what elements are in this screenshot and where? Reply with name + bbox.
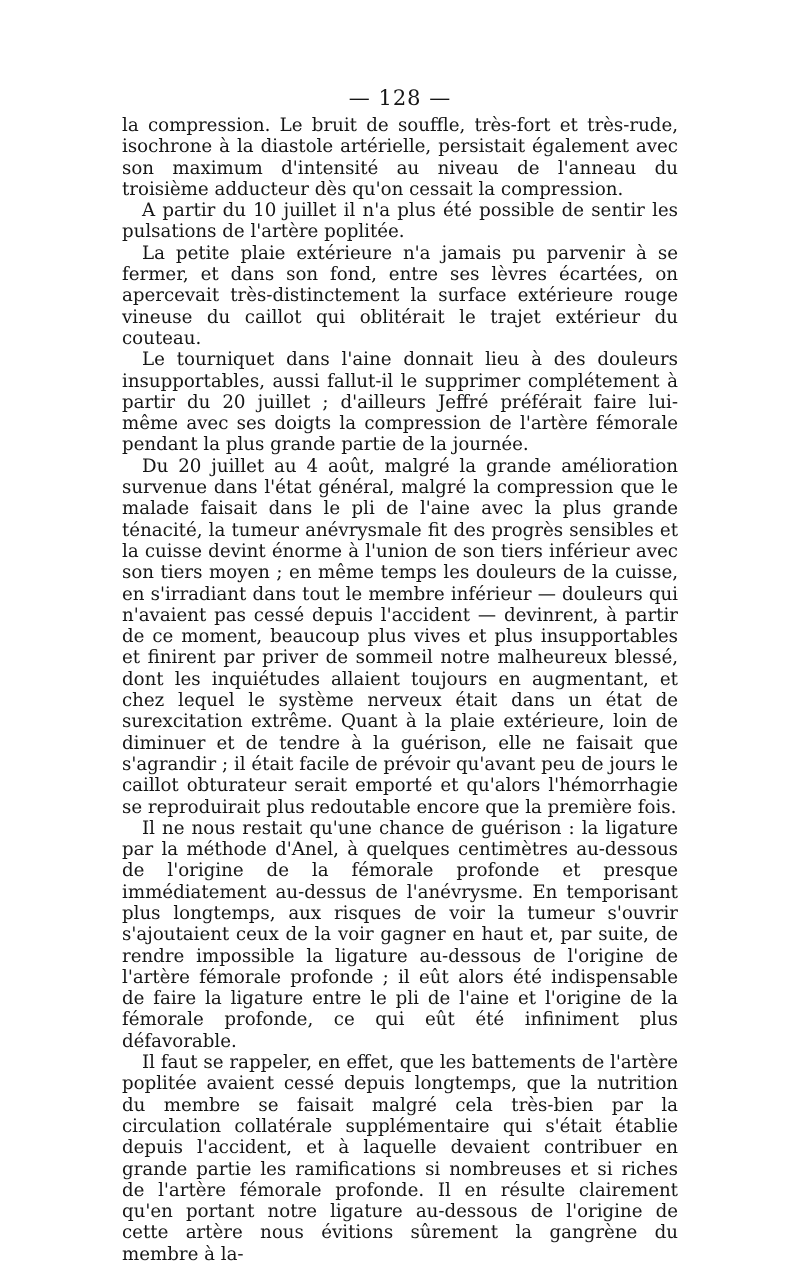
paragraph: Il ne nous restait qu'une chance de guérison : la ligature par la méthode d'Anel, à quelques centimètres au-dessous de l'origine de la fémorale profonde et presque immédiatement au-dessus de l'anévrysme. En temporisant plus longtemps, aux risques de voir la tumeur s'ouvrir s'ajoutaient ceux de la voir gagner en haut et, par suite, de rendre impossible la ligature au-dessous de l'origine de l'artère fémorale profonde ; il eût alors été indispensable de faire la ligature entre le pli de l'aine et l'origine de la fémorale profonde, ce qui eût été infiniment plus défavorable. xyxy=(122,817,678,1052)
paragraph: La petite plaie extérieure n'a jamais pu parvenir à se fermer, et dans son fond, entre ses lèvres écartées, on apercevait très-distinctement la surface extérieure rouge vineuse du caillot qui oblitérait le trajet extérieur du couteau. xyxy=(122,242,678,349)
paragraph-continued: la compression. Le bruit de souffle, très-fort et très-rude, isochrone à la diastole artérielle, persistait également avec son maximum d'intensité au niveau de l'anneau du troisième adducteur dès qu'on cessait la compression. xyxy=(122,115,678,200)
paragraph: A partir du 10 juillet il n'a plus été possible de sentir les pulsations de l'artère poplitée. xyxy=(122,200,678,243)
paragraph: Le tourniquet dans l'aine donnait lieu à des douleurs insupportables, aussi fallut-il le supprimer complétement à partir du 20 juillet ; d'ailleurs Jeffré préférait faire lui-même avec ses doigts la compression de l'artère fémorale pendant la plus grande partie de la journée. xyxy=(122,349,678,456)
paragraph: Il faut se rappeler, en effet, que les battements de l'artère poplitée avaient cessé depuis longtemps, que la nutrition du membre se faisait malgré cela très-bien par la circulation collatérale supplémentaire qui s'était établie depuis l'accident, et à laquelle devaient contribuer en grande partie les ramifications si nombreuses et si riches de l'artère fémorale profonde. Il en résulte clairement qu'en portant notre ligature au-dessous de l'origine de cette artère nous évitions sûrement la gangrène du membre à la- xyxy=(122,1052,678,1265)
page-number: — 128 — xyxy=(348,86,452,110)
text-body xyxy=(122,115,678,1265)
paragraph: Du 20 juillet au 4 août, malgré la grande amélioration survenue dans l'état général, malgré la compression que le malade faisait dans le pli de l'aine avec la plus grande ténacité, la tumeur anévrysmale fit des progrès sensibles et la cuisse devint énorme à l'union de son tiers inférieur avec son tiers moyen ; en même temps les douleurs de la cuisse, en s'irradiant dans tout le membre inférieur — douleurs qui n'avaient pas cessé depuis l'accident — devinrent, à partir de ce moment, beaucoup plus vives et plus insupportables et finirent par priver de sommeil notre malheureux blessé, dont les inquiétudes allaient toujours en augmentant, et chez lequel le système nerveux était dans un état de surexcitation extrême. Quant à la plaie extérieure, loin de diminuer et de tendre à la guérison, elle ne faisait que s'agrandir ; il était facile de prévoir qu'avant peu de jours le caillot obturateur serait emporté et qu'alors l'hémorrhagie se reproduirait plus redoutable encore que la première fois. xyxy=(122,455,678,818)
